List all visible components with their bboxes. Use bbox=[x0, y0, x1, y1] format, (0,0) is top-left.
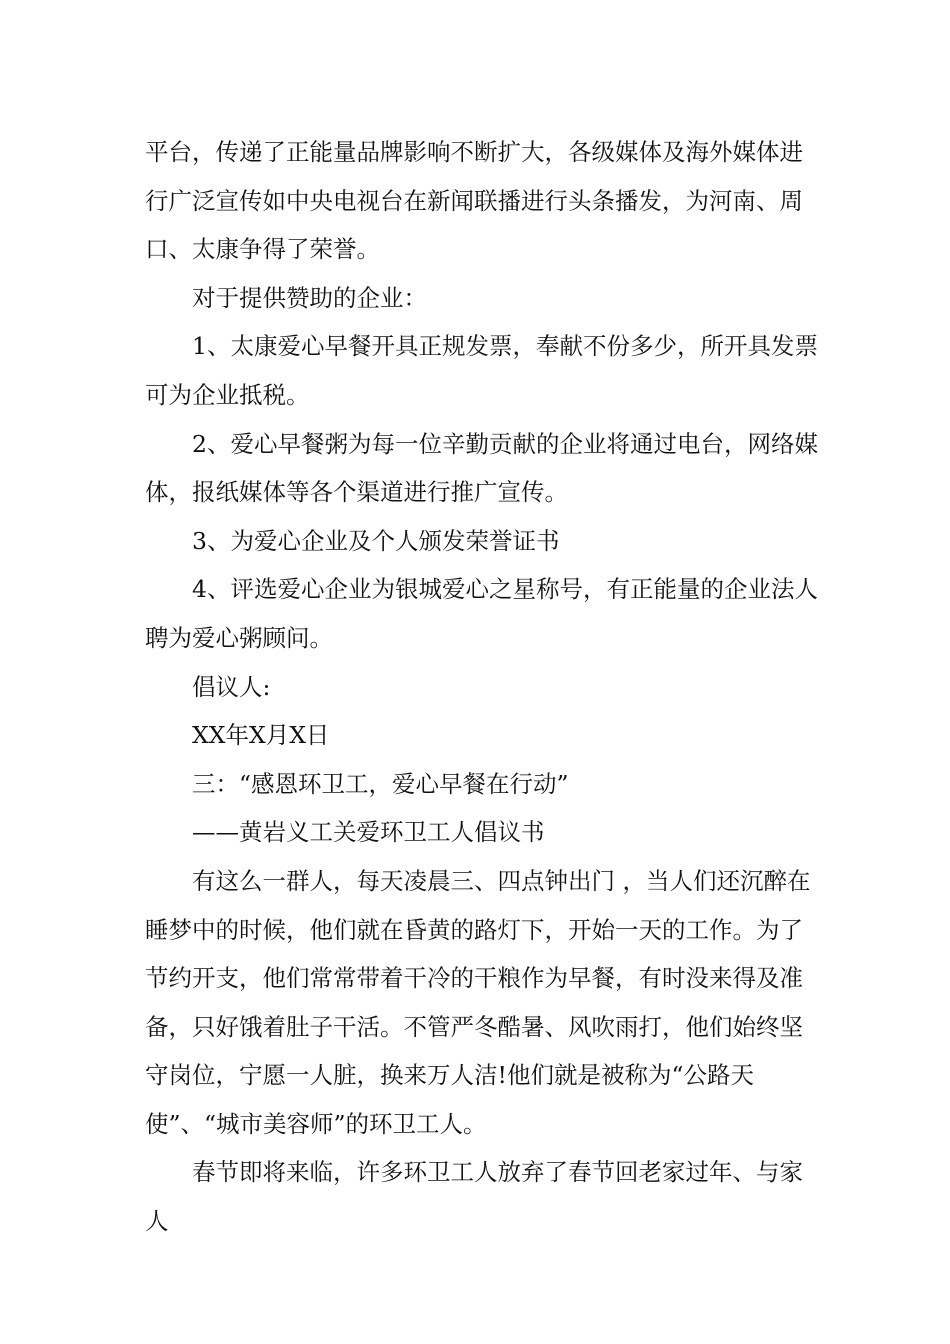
paragraph-sponsor-heading: 对于提供赞助的企业： bbox=[192, 283, 427, 312]
paragraph-platform-honor: 平台，传递了正能量品牌影响不断扩大，各级媒体及海外媒体进行广泛宣传如中央电视台在新闻联播进行头条播发，为河南、周口、太康争得了荣誉。 bbox=[145, 138, 803, 264]
paragraph-section-three-subtitle: ——黄岩义工关爱环卫工人倡议书 bbox=[192, 818, 545, 847]
paragraph-item-4: 4、评选爱心企业为银城爱心之星称号，有正能量的企业法人聘为爱心粥顾问。 bbox=[145, 575, 818, 652]
paragraph-item-1: 1、太康爱心早餐开具正规发票，奉献不份多少，所开具发票可为企业抵税。 bbox=[145, 332, 818, 409]
paragraph-sanitation-workers: 有这么一群人，每天凌晨三、四点钟出门 ，当人们还沉醉在睡梦中的时候，他们就在昏黄的路灯下，开始一天的工作。为了节约开支，他们常常带着干冷的干粮作为早餐，有时没来得及准备，只好饿着肚子干活。不管严冬酷暑、风吹雨打，他们始终坚守岗位，宁愿一人脏，换来万人洁!他们就是被称为“公路天使”、“城市美容师”的环卫工人。 bbox=[145, 866, 811, 1138]
paragraph-proposer: 倡议人: bbox=[192, 672, 271, 701]
paragraph-spring-festival: 春节即将来临，许多环卫工人放弃了春节回老家过年、与家人 bbox=[145, 1158, 803, 1236]
paragraph-item-2: 2、爱心早餐粥为每一位辛勤贡献的企业将通过电台，网络媒体，报纸媒体等各个渠道进行推广宣传。 bbox=[145, 429, 818, 507]
paragraph-section-three-title: 三：“感恩环卫工，爱心早餐在行动” bbox=[192, 769, 569, 798]
paragraph-item-3: 3、为爱心企业及个人颁发荣誉证书 bbox=[192, 526, 560, 555]
document-body bbox=[145, 128, 825, 1246]
paragraph-date: XX年X月X日 bbox=[192, 721, 330, 750]
